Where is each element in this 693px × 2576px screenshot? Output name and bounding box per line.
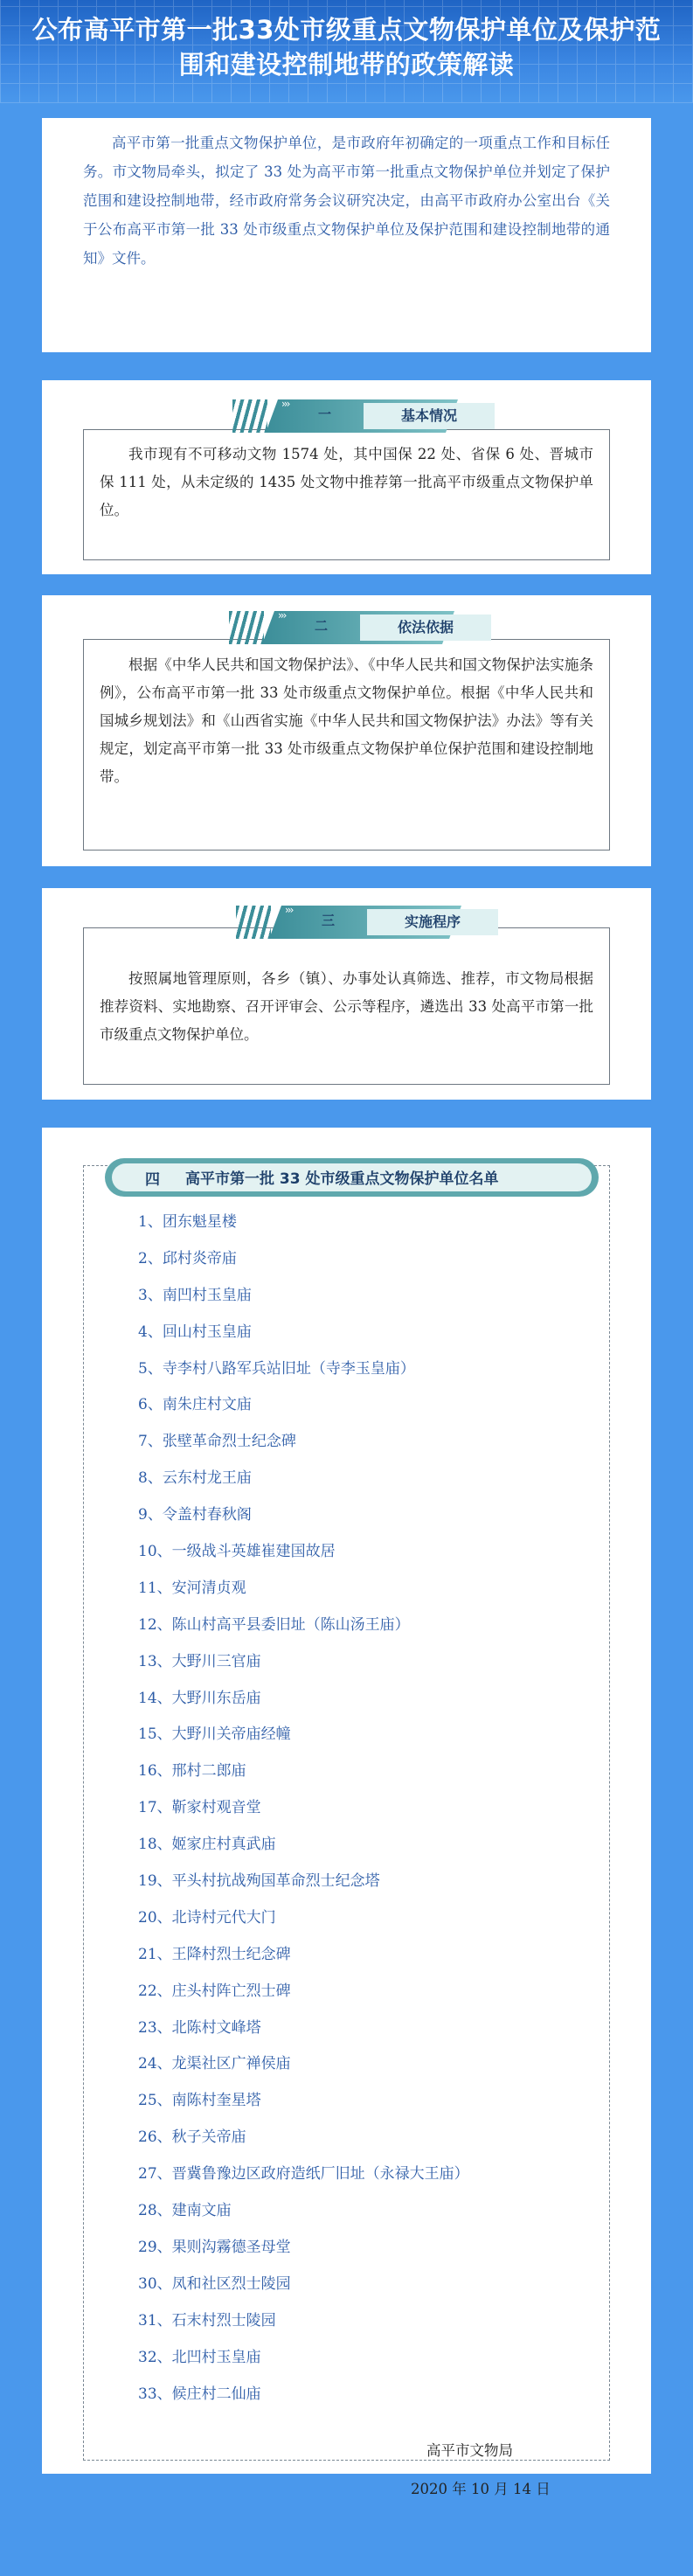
section-number: 一	[318, 406, 332, 422]
section-procedure-box	[83, 927, 610, 1085]
tag-stripes	[229, 611, 264, 644]
list-item: 29、果则沟霧德圣母堂	[138, 2238, 291, 2256]
list-item: 2、邱村炎帝庙	[138, 1249, 237, 1267]
list-item: 11、安河清贞观	[138, 1579, 246, 1597]
list-item: 8、云东村龙王庙	[138, 1469, 252, 1488]
list-item: 14、大野川东岳庙	[138, 1689, 261, 1707]
section-basic-info-box	[83, 429, 610, 560]
list-item: 16、邢村二郎庙	[138, 1762, 246, 1781]
tag-stripes	[236, 906, 271, 939]
list-item: 23、北陈村文峰塔	[138, 2018, 261, 2037]
list-item: 20、北诗村元代大门	[138, 1908, 276, 1927]
list-item: 18、姬家庄村真武庙	[138, 1836, 276, 1854]
list-item: 9、令盖村春秋阁	[138, 1506, 252, 1524]
section-legal-basis-box	[83, 639, 610, 851]
list-item: 26、秋子关帝庙	[138, 2128, 246, 2147]
list-item: 7、张壁革命烈士纪念碑	[138, 1433, 296, 1451]
list-item: 27、晋冀鲁豫边区政府造纸厂旧址（永禄大王庙）	[138, 2165, 469, 2184]
intro-text: 高平市第一批重点文物保护单位，是市政府年初确定的一项重点工作和目标任务。市文物局牵头，拟定了 33 处为高平市第一批重点文物保护单位并划定了保护范围和建设控制地带，经市政府常务会议研究决定，由高平市政府办公室出台《关于公布高平市第一批 33 处市级重点文物保护单位及保护范围和建设控制地带的通知》文件。	[83, 135, 610, 267]
page-title-line-2: 围和建设控制地带的政策解读	[178, 50, 515, 80]
page-header	[0, 0, 693, 103]
section-number: 二	[315, 618, 329, 634]
tag-stripes	[232, 399, 267, 433]
list-item: 32、北凹村玉皇庙	[138, 2348, 261, 2366]
list-banner	[105, 1158, 599, 1197]
section-label: 实施程序	[367, 909, 498, 935]
list-item: 30、凤和社区烈士陵园	[138, 2274, 291, 2293]
list-item: 13、大野川三官庙	[138, 1652, 261, 1670]
list-item: 5、寺李村八路军兵站旧址（寺李玉皇庙）	[138, 1359, 415, 1378]
section-list	[42, 1128, 651, 2474]
section-number: 四	[145, 1171, 160, 1189]
list-item: 24、龙渠社区广禅侯庙	[138, 2055, 291, 2073]
list-title: 高平市第一批 33 处市级重点文物保护单位名单	[185, 1170, 499, 1188]
intro-panel	[42, 118, 651, 352]
chevrons-icon: ›››	[285, 904, 293, 916]
footer-org: 高平市文物局	[426, 2442, 513, 2459]
list-item: 12、陈山村高平县委旧址（陈山汤王庙）	[138, 1615, 410, 1634]
list-item: 4、回山村玉皇庙	[138, 1323, 252, 1341]
section-procedure	[42, 888, 651, 1100]
section-legal-basis-text: 根据《中华人民共和国文物保护法》、《中华人民共和国文物保护法实施条例》，公布高平市第一批 33 处市级重点文物保护单位。根据《中华人民共和国城乡规划法》和《山西省实施《中华人民共和国文物保护法》办法》等有关规定，划定高平市第一批 33 处市级重点文物保护单位保护范围和建设控制地带。	[100, 656, 593, 785]
list-item: 31、石末村烈士陵园	[138, 2311, 276, 2330]
list-item: 19、平头村抗战殉国革命烈士纪念塔	[138, 1872, 380, 1891]
list-item: 22、庄头村阵亡烈士碑	[138, 1982, 291, 2000]
section-basic-info-text: 我市现有不可移动文物 1574 处，其中国保 22 处、省保 6 处、晋城市保 111 处，从未定级的 1435 处文物中推荐第一批高平市级重点文物保护单位。	[100, 446, 593, 518]
list-item: 6、南朱庄村文庙	[138, 1396, 252, 1414]
section-procedure-text: 按照属地管理原则，各乡（镇）、办事处认真筛选、推荐，市文物局根据推荐资料、实地勘察、召开评审会、公示等程序，遴选出 33 处高平市第一批市级重点文物保护单位。	[100, 970, 593, 1043]
section-number: 三	[322, 913, 336, 928]
chevrons-icon: ›››	[281, 398, 289, 410]
list-item: 28、建南文庙	[138, 2202, 232, 2220]
list-item: 10、一级战斗英雄崔建国故居	[138, 1543, 336, 1561]
list-item: 15、大野川关帝庙经幢	[138, 1725, 291, 1744]
section-basic-info	[42, 380, 651, 574]
page-title-line-1: 公布高平市第一批33处市级重点文物保护单位及保护范	[31, 15, 662, 45]
heritage-site-list	[138, 1205, 469, 2413]
section-legal-basis	[42, 595, 651, 866]
page-title	[0, 12, 693, 82]
footer-date: 2020 年 10 月 14 日	[411, 2481, 551, 2497]
section-label: 基本情况	[364, 403, 495, 429]
list-item: 21、王降村烈士纪念碑	[138, 1945, 291, 1963]
chevrons-icon: ›››	[278, 609, 286, 621]
section-label: 依法依据	[360, 614, 491, 641]
list-item: 3、南凹村玉皇庙	[138, 1286, 252, 1304]
list-item: 33、候庄村二仙庙	[138, 2385, 261, 2403]
list-item: 25、南陈村奎星塔	[138, 2092, 261, 2110]
list-item: 17、靳家村观音堂	[138, 1799, 261, 1817]
list-item: 1、团东魁星楼	[138, 1213, 237, 1231]
